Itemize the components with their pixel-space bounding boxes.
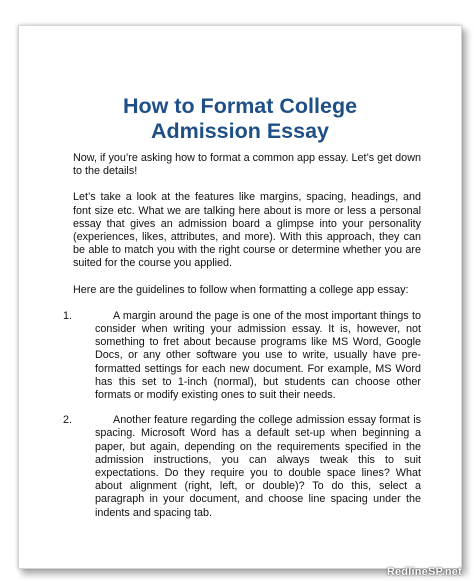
paragraph-features: Let’s take a look at the features like margins, spacing, headings, and font size etc. What we are talking here about is more or less a personal essay that gives an admission board a glimpse into your personality (experiences, likes, attributes, and more). With this approach, they can be able to match you with the right course or determine whether you are suited for the course you applied.: [73, 191, 421, 270]
list-item-spacing: [63, 414, 421, 520]
list-item-margins: [63, 309, 421, 402]
title-line-2: Admission Essay: [150, 119, 330, 143]
document-body: [63, 152, 421, 532]
title-line-1: How to Format College: [122, 94, 358, 118]
document-page: [18, 25, 462, 569]
list-text: Another feature regarding the college admission essay format is spacing. Microsoft Word has a default set-up when beginning a paper, but again, depending on the requirements specified in the admission instructions, you can always tweak this to suit expectations. Do they require you to double space lines? What about alignment (right, left, or double)? To do this, select a paragraph in your document, and choose line spacing under the indents and spacing tab.: [95, 414, 421, 519]
paragraph-guidelines: Here are the guidelines to follow when formatting a college app essay:: [73, 283, 409, 296]
document-title: [19, 94, 461, 144]
paragraph-intro: Now, if you’re asking how to format a common app essay. Let’s get down to the details!: [73, 152, 421, 178]
list-number: 2.: [63, 414, 73, 427]
site-watermark: RedlineSP.net: [386, 566, 462, 578]
list-number: 1.: [63, 309, 73, 322]
list-text: A margin around the page is one of the most important things to consider when writing your admission essay. It is, however, not something to fret about because programs like MS Word, Google Docs, or any other software you use to write, usually have pre-formatted settings for each new document. For example, MS Word has this set to 1-inch (normal), but students can choose other formats or modify existing ones to suit their needs.: [95, 309, 421, 402]
